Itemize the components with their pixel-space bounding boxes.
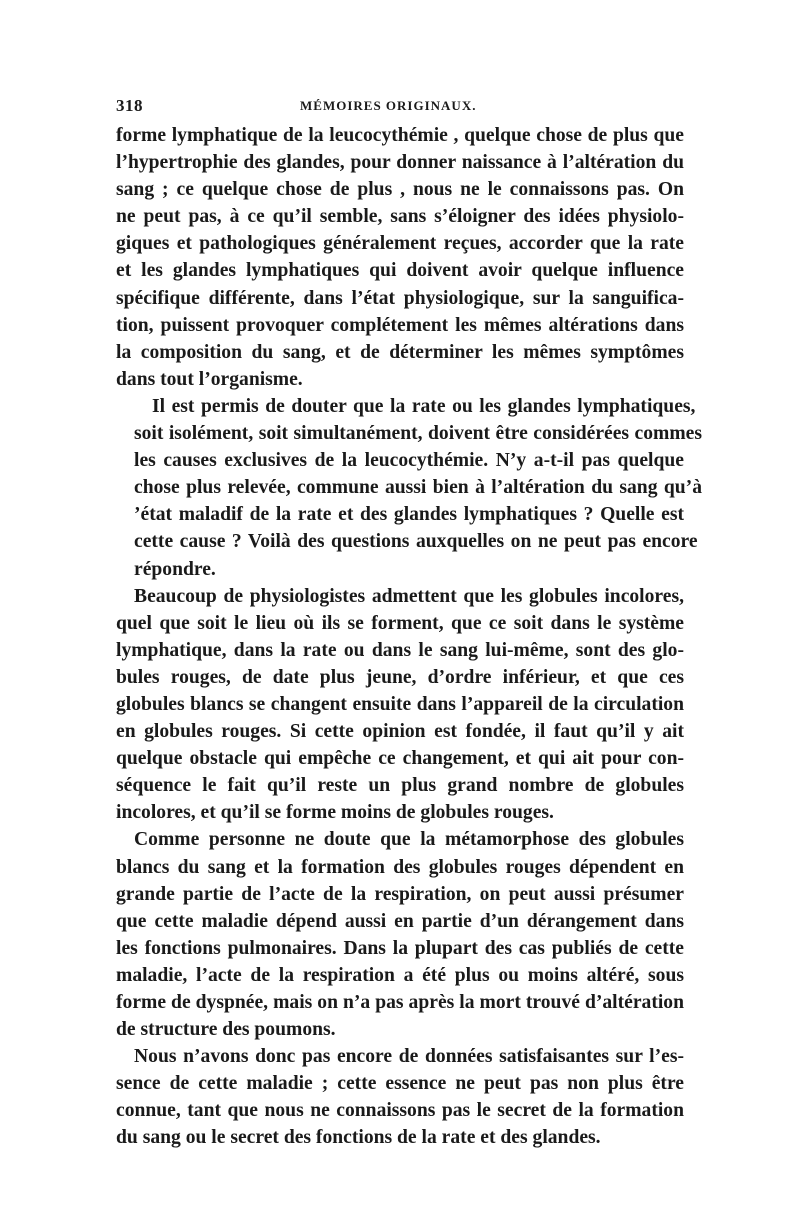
text-line: connue, tant que nous ne connaissons pas le secret de la formation xyxy=(116,1100,684,1122)
text-line: incolores, et qu’il se forme moins de globules rouges. xyxy=(116,802,554,824)
text-line: soit isolément, soit simultanément, doivent être considérées commes xyxy=(134,423,702,445)
book-page xyxy=(116,96,702,1152)
text-line: Il est permis de douter que la rate ou les glandes lymphatiques, xyxy=(152,395,696,417)
text-line: tion, puissent provoquer complétement les mêmes altérations dans xyxy=(116,314,684,336)
text-line: spécifique différente, dans l’état physiologique, sur la sanguifica- xyxy=(116,287,684,309)
body-text xyxy=(116,122,702,1152)
text-line: maladie, l’acte de la respiration a été plus ou moins altéré, sous xyxy=(116,964,684,986)
text-line: que cette maladie dépend aussi en partie d’un dérangement dans xyxy=(116,910,684,932)
paragraph-5 xyxy=(116,1043,684,1151)
text-line: séquence le fait qu’il reste un plus grand nombre de globules xyxy=(116,775,684,797)
text-line: ’état maladif de la rate et des glandes lymphatiques ? Quelle est xyxy=(134,504,684,526)
text-line: du sang ou le secret des fonctions de la rate et des glandes. xyxy=(116,1127,601,1149)
text-line: en globules rouges. Si cette opinion est fondée, il faut qu’il y ait xyxy=(116,721,684,743)
text-line: l’hypertrophie des glandes, pour donner naissance à l’altération du xyxy=(116,152,684,174)
text-line: quelque obstacle qui empêche ce changement, et qui ait pour con- xyxy=(116,748,684,770)
text-line: les causes exclusives de la leucocythémie. N’y a-t-il pas quelque xyxy=(134,450,684,472)
page-number: 318 xyxy=(116,96,143,115)
text-line: sang ; ce quelque chose de plus , nous ne le connaissons pas. On xyxy=(116,179,684,201)
text-line: Nous n’avons donc pas encore de données satisfaisantes sur l’es- xyxy=(134,1046,684,1068)
running-head xyxy=(116,96,684,118)
text-line: cette cause ? Voilà des questions auxquelles on ne peut pas encore xyxy=(134,531,698,553)
text-line: Comme personne ne doute que la métamorphose des globules xyxy=(134,829,684,851)
text-line: les fonctions pulmonaires. Dans la plupart des cas publiés de cette xyxy=(116,937,684,959)
paragraph-2 xyxy=(116,393,702,583)
text-line: lymphatique, dans la rate ou dans le sang lui-même, sont des glo- xyxy=(116,639,684,661)
text-line: ne peut pas, à ce qu’il semble, sans s’éloigner des idées physiolo- xyxy=(116,206,684,228)
text-line: globules blancs se changent ensuite dans l’appareil de la circulation xyxy=(116,693,684,715)
text-line: et les glandes lymphatiques qui doivent avoir quelque influence xyxy=(116,260,684,282)
paragraph-4 xyxy=(116,826,684,1043)
running-title: MÉMOIRES ORIGINAUX. xyxy=(300,98,477,113)
paragraph-3 xyxy=(116,583,684,827)
text-line: grande partie de l’acte de la respiration, on peut aussi présumer xyxy=(116,883,684,905)
text-line: blancs du sang et la formation des globules rouges dépendent en xyxy=(116,856,684,878)
text-line: sence de cette maladie ; cette essence ne peut pas non plus être xyxy=(116,1073,684,1095)
text-line: de structure des poumons. xyxy=(116,1019,336,1041)
paragraph-1 xyxy=(116,122,684,393)
text-line: forme de dyspnée, mais on n’a pas après la mort trouvé d’altération xyxy=(116,992,684,1013)
text-line: la composition du sang, et de déterminer les mêmes symptômes xyxy=(116,341,684,363)
text-line: chose plus relevée, commune aussi bien à l’altération du sang qu’à xyxy=(134,477,702,499)
text-line: quel que soit le lieu où ils se forment, que ce soit dans le système xyxy=(116,612,684,634)
text-line: dans tout l’organisme. xyxy=(116,368,303,390)
text-line: Beaucoup de physiologistes admettent que les globules incolores, xyxy=(134,585,684,607)
text-line: répondre. xyxy=(134,558,216,580)
text-line: forme lymphatique de la leucocythémie , quelque chose de plus que xyxy=(116,125,684,146)
text-line: giques et pathologiques généralement reçues, accorder que la rate xyxy=(116,233,684,255)
text-line: bules rouges, de date plus jeune, d’ordre inférieur, et que ces xyxy=(116,666,684,688)
